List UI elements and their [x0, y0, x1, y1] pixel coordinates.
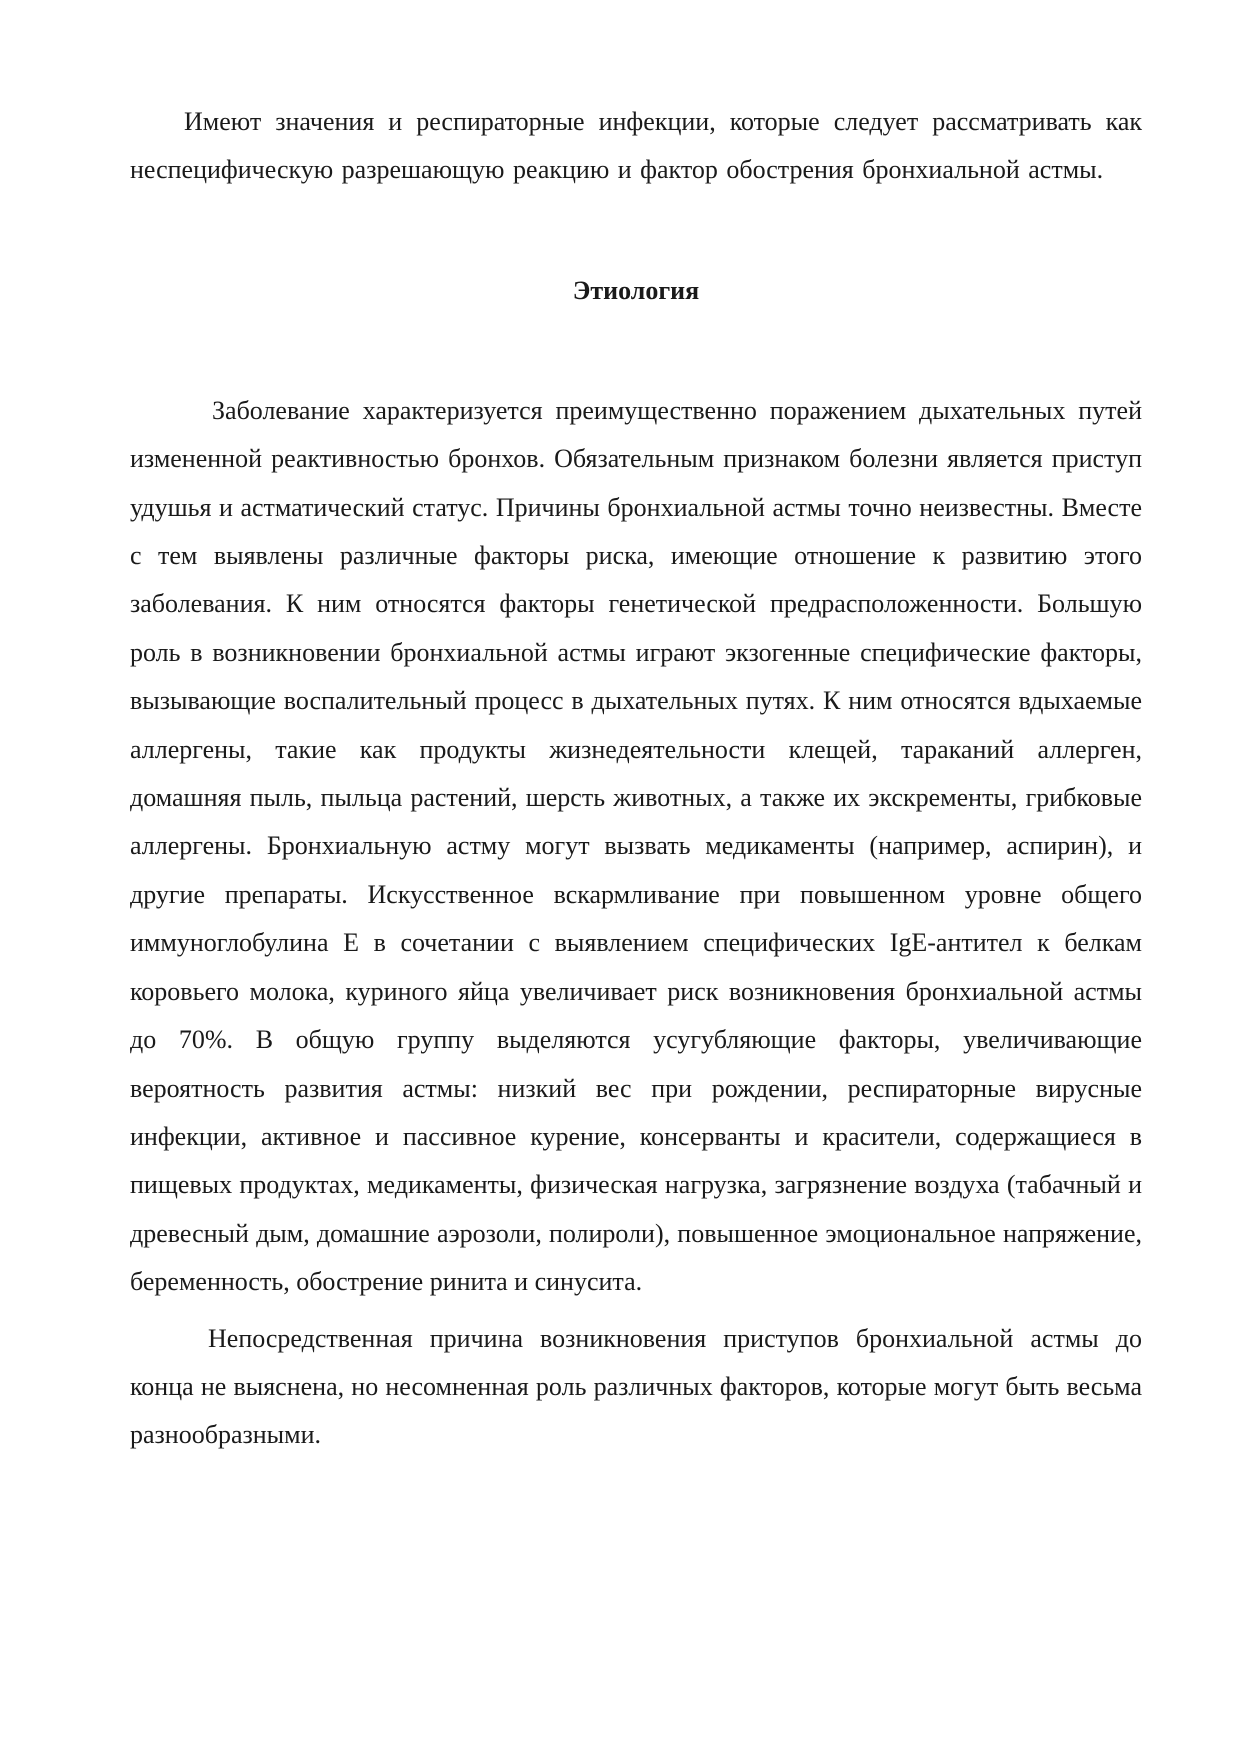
intro-paragraph: Имеют значения и респираторные инфекции, которые следует рассматривать как неспецифическую разрешающую реакцию и фактор обострения бронхиальной астмы.: [130, 107, 1142, 185]
document-page: [130, 98, 1142, 1460]
section-heading: Этиология: [572, 275, 700, 305]
etiology-paragraph: Заболевание характеризуется преимущественно поражением дыхательных путей измененной реактивностью бронхов. Обязательным признаком болезни является приступ удушья и астматический статус. Причины бронхиальной астмы точно неизвестны. Вместе с тем выявлены различные факторы риска, имеющие отношение к развитию этого заболевания. К ним относятся факторы генетической предрасположенности. Большую роль в возникновении бронхиальной астмы играют экзогенные специфические факторы, вызывающие воспалительный процесс в дыхательных путях. К ним относятся вдыхаемые аллергены, такие как продукты жизнедеятельности клещей, тараканий аллерген, домашняя пыль, пыльца растений, шерсть животных, а также их экскременты, грибковые аллергены. Бронхиальную астму могут вызвать медикаменты (например, аспирин), и другие препараты. Искусственное вскармливание при повышенном уровне общего иммуноглобулина Е в сочетании с выявлением специфических IgE-антител к белкам коровьего молока, куриного яйца увеличивает риск возникновения бронхиальной астмы до 70%. В общую группу выделяются усугубляющие факторы, увеличивающие вероятность развития астмы: низкий вес при рождении, респираторные вирусные инфекции, активное и пассивное курение, консерванты и красители, содержащиеся в пищевых продуктах, медикаменты, физическая нагрузка, загрязнение воздуха (табачный и древесный дым, домашние аэрозоли, полироли), повышенное эмоциональное напряжение, беременность, обострение ринита и синусита.: [130, 395, 1142, 1297]
closing-paragraph: Непосредственная причина возникновения приступов бронхиальной астмы до конца не выяснена, но несомненная роль различных факторов, которые могут быть весьма разнообразными.: [130, 1323, 1142, 1450]
